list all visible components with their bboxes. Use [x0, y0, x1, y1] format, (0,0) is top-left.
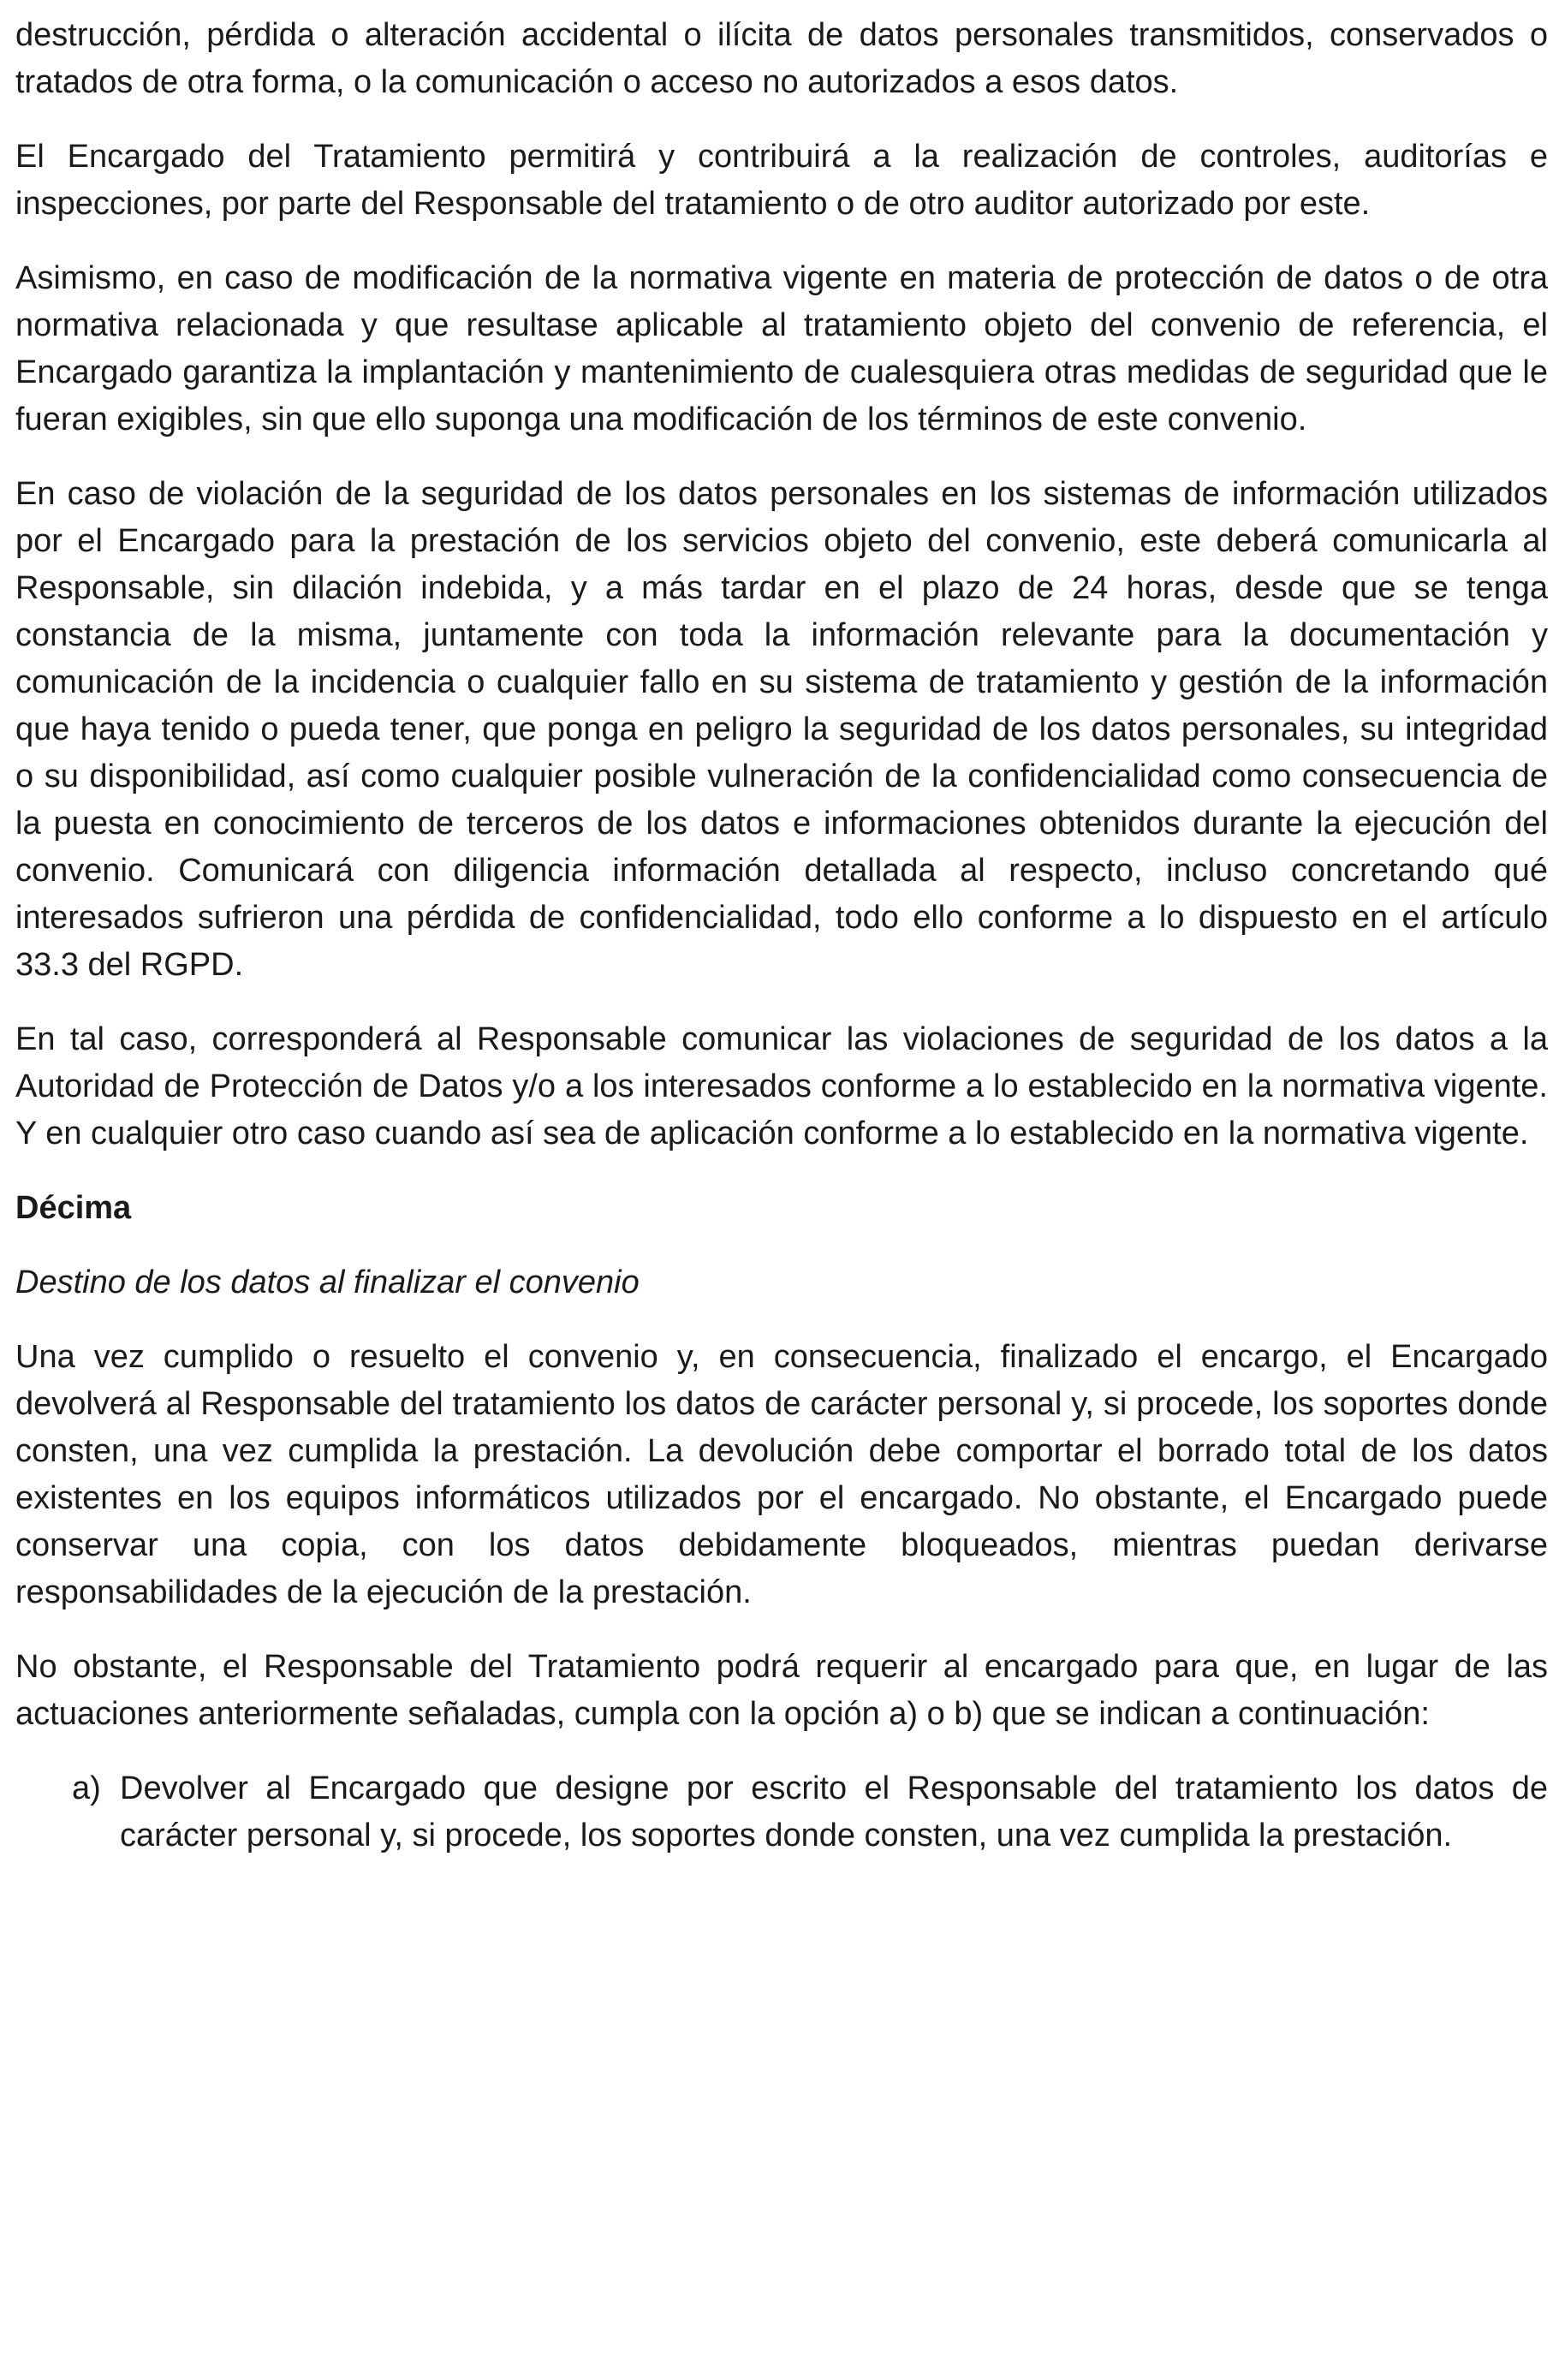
- paragraph-una-vez-cumplido: Una vez cumplido o resuelto el convenio y, en consecuencia, finalizado el encargo, el Encargado devolverá al Responsable del tratamiento los datos de carácter personal y, si procede, los soportes donde consten, una vez cumplida la prestación. La devolución debe comportar el borrado total de los datos existentes en los equipos informáticos utilizados por el encargado. No obstante, el Encargado puede conservar una copia, con los datos debidamente bloqueados, mientras puedan derivarse responsabilidades de la ejecución de la prestación.: [15, 1339, 1548, 1610]
- paragraph-asimismo-normativa: Asimismo, en caso de modificación de la normativa vigente en materia de protección de datos o de otra normativa relacionada y que resultase aplicable al tratamiento objeto del convenio de referencia, el Encargado garantiza la implantación y mantenimiento de cualesquiera otras medidas de seguridad que le fueran exigibles, sin que ello suponga una modificación de los términos de este convenio.: [15, 260, 1548, 437]
- list-item-a-text: Devolver al Encargado que designe por escrito el Responsable del tratamiento los datos de carácter personal y, si procede, los soportes donde consten, una vez cumplida la prestación.: [120, 1770, 1548, 1853]
- section-subheading-destino-datos: Destino de los datos al finalizar el convenio: [15, 1264, 640, 1300]
- paragraph-en-tal-caso: En tal caso, corresponderá al Responsable comunicar las violaciones de seguridad de los datos a la Autoridad de Protección de Datos y/o a los interesados conforme a lo establecido en la normativa vigente. Y en cualquier otro caso cuando así sea de aplicación conforme a lo establecido en la normativa vigente.: [15, 1021, 1548, 1151]
- paragraph-violacion-seguridad: En caso de violación de la seguridad de los datos personales en los sistemas de información utilizados por el Encargado para la prestación de los servicios objeto del convenio, este deberá comunicarla al Responsable, sin dilación indebida, y a más tardar en el plazo de 24 horas, desde que se tenga constancia de la misma, juntamente con toda la información relevante para la documentación y comunicación de la incidencia o cualquier fallo en su sistema de tratamiento y gestión de la información que haya tenido o pueda tener, que ponga en peligro la seguridad de los datos personales, su integridad o su disponibilidad, así como cualquier posible vulneración de la confidencialidad como consecuencia de la puesta en conocimiento de terceros de los datos e informaciones obtenidos durante la ejecución del convenio. Comunicará con diligencia información detallada al respecto, incluso concretando qué interesados sufrieron una pérdida de confidencialidad, todo ello conforme a lo dispuesto en el artículo 33.3 del RGPD.: [15, 476, 1548, 983]
- section-heading-decima: Décima: [15, 1190, 132, 1226]
- paragraph-destruccion: destrucción, pérdida o alteración accidental o ilícita de datos personales transmitidos, conservados o tratados de otra forma, o la comunicación o acceso no autorizados a esos datos.: [15, 17, 1548, 100]
- list-item-a-marker: a): [72, 1770, 101, 1806]
- paragraph-encargado-controles: El Encargado del Tratamiento permitirá y contribuirá a la realización de controles, auditorías e inspecciones, por parte del Responsable del tratamiento o de otro auditor autorizado por este.: [15, 139, 1548, 222]
- paragraph-no-obstante-responsable: No obstante, el Responsable del Tratamiento podrá requerir al encargado para que, en lugar de las actuaciones anteriormente señaladas, cumpla con la opción a) o b) que se indican a continuación:: [15, 1649, 1548, 1732]
- list-item-a: [15, 1765, 1548, 1859]
